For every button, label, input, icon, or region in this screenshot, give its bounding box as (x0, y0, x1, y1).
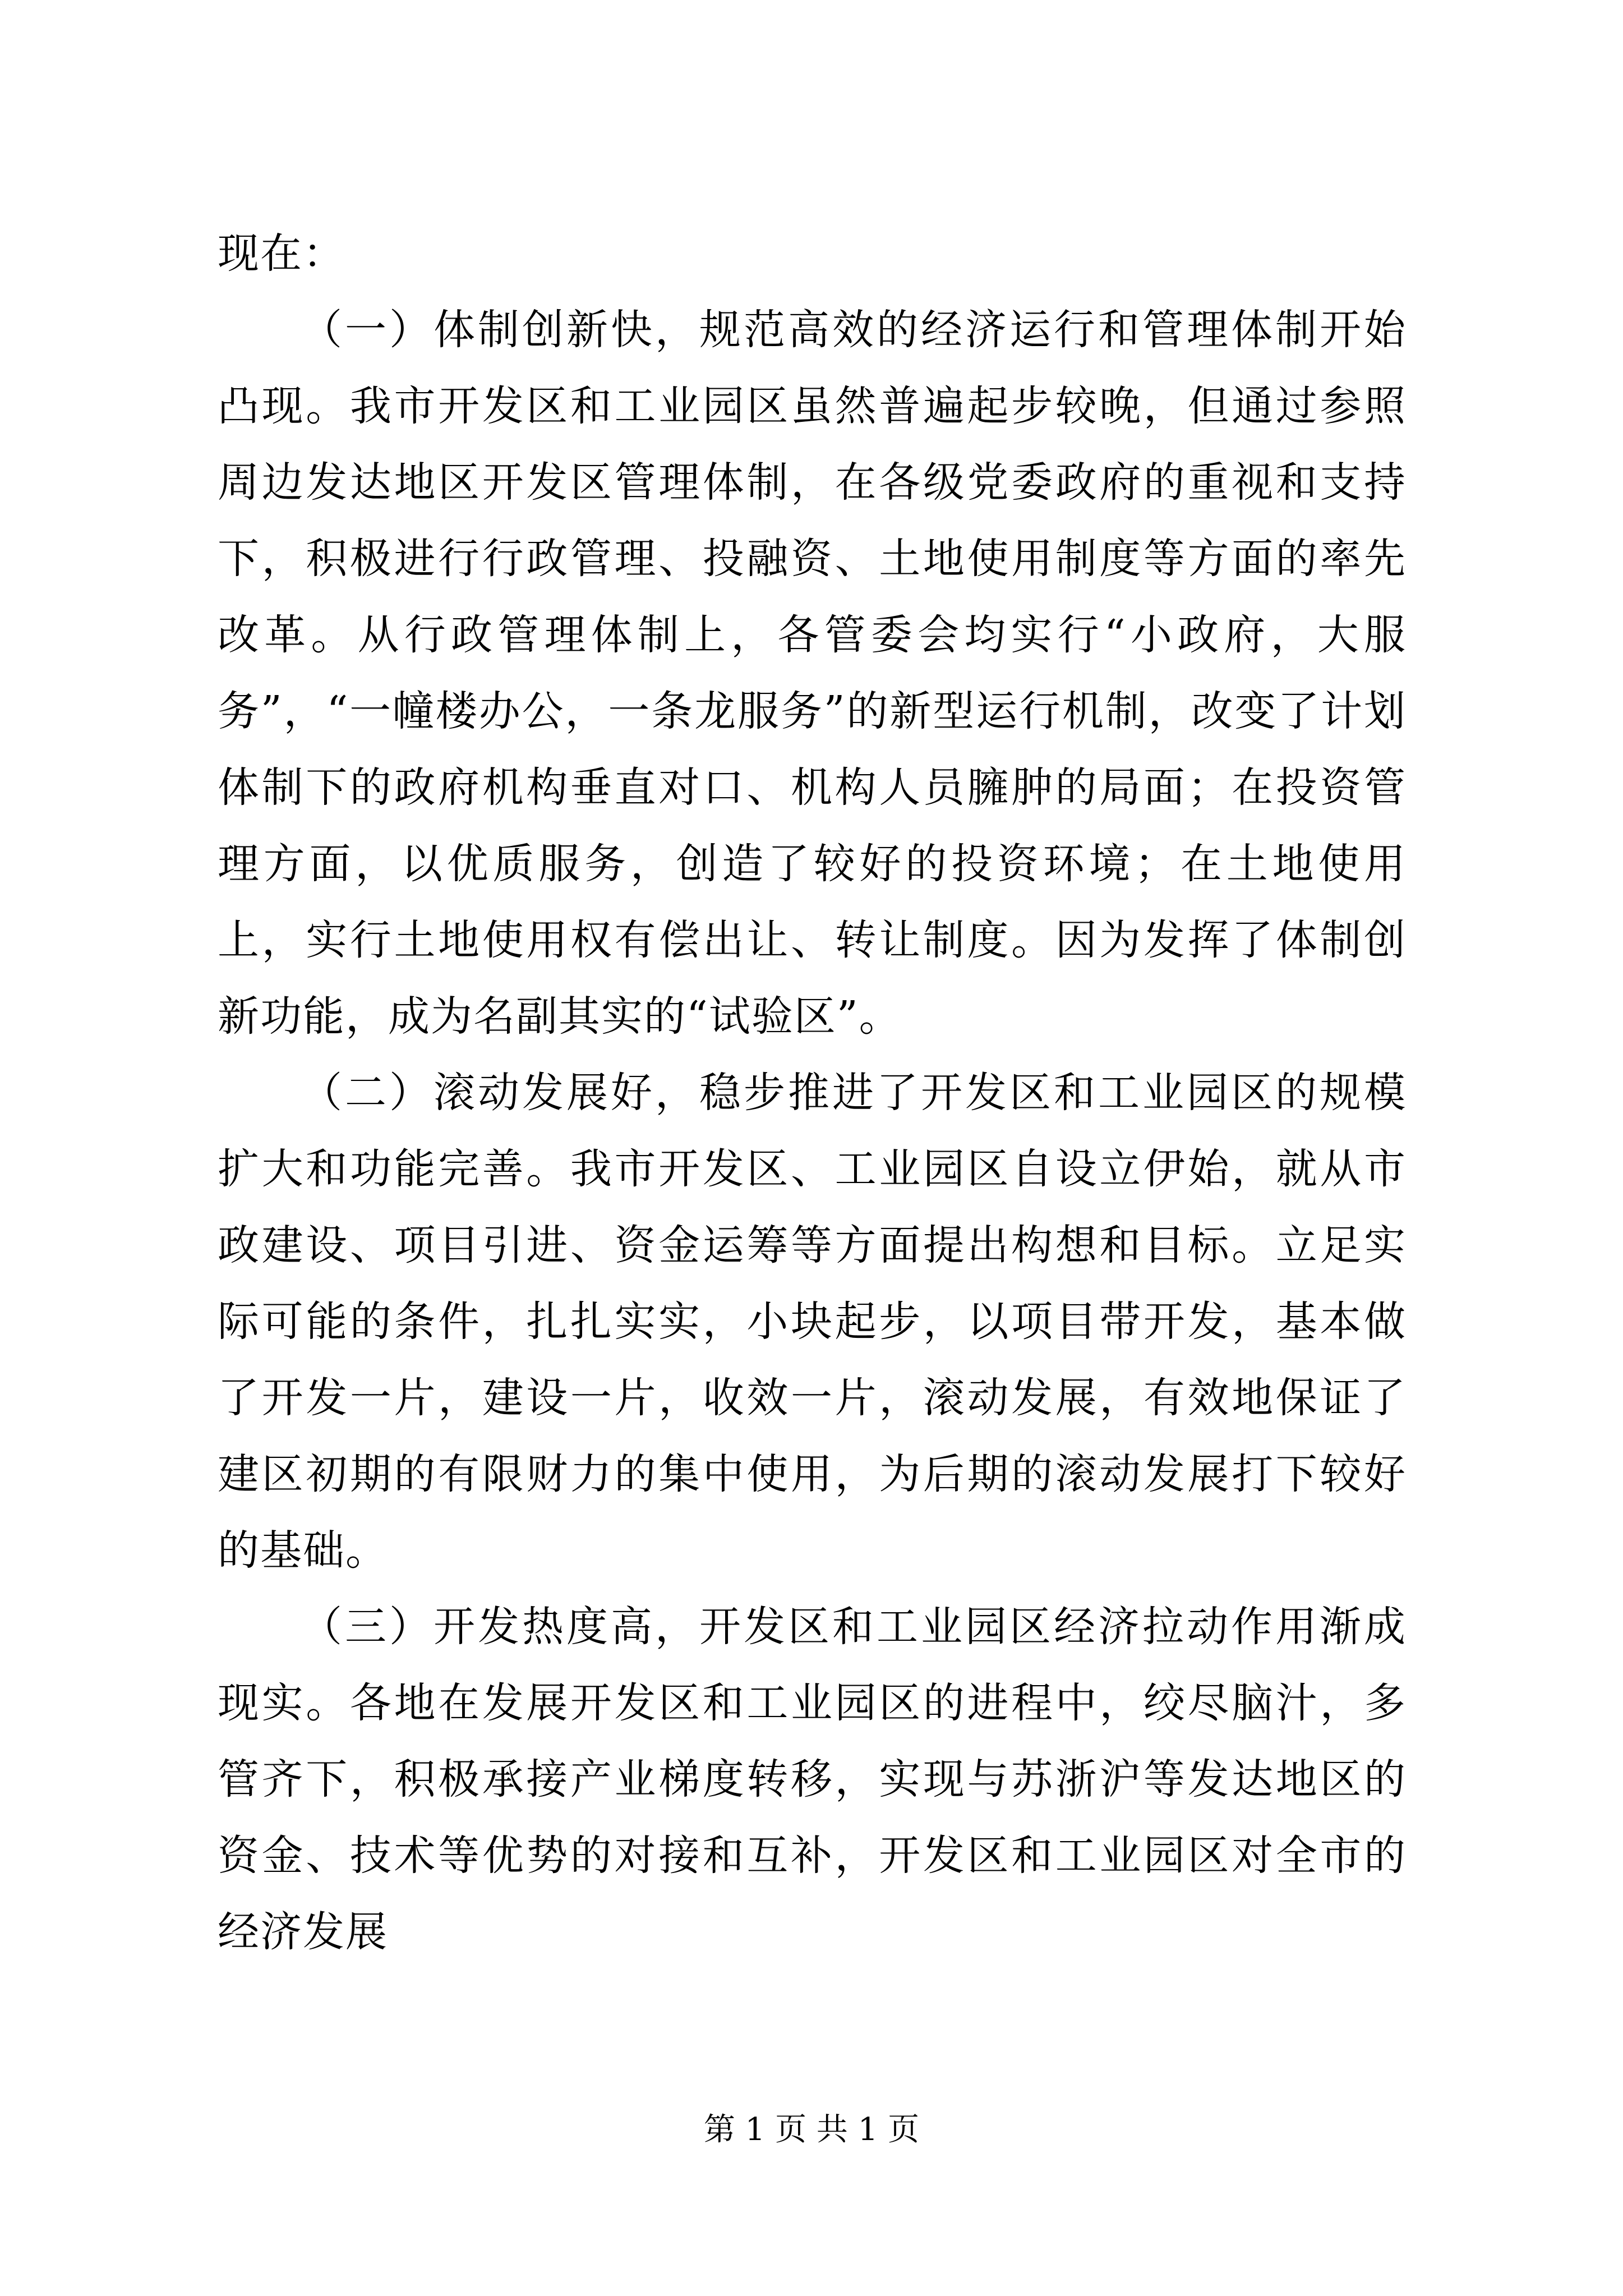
paragraph-intro: 现在： (218, 229, 345, 278)
page-number-label: 第 1 页 共 1 页 (703, 2111, 920, 2148)
page-footer (0, 2108, 1623, 2152)
body-text (218, 215, 1407, 1970)
paragraph-one: （一）体制创新快，规范高效的经济运行和管理体制开始凸现。我市开发区和工业园区虽然普遍起步较晚，但通过参照周边发达地区开发区管理体制，在各级党委政府的重视和支持下，积极进行行政管理、投融资、土地使用制度等方面的率先改革。从行政管理体制上，各管委会均实行“小政府，大服务”，“一幢楼办公，一条龙服务”的新型运行机制，改变了计划体制下的政府机构垂直对口、机构人员臃肿的局面；在投资管理方面，以优质服务，创造了较好的投资环境；在土地使用上，实行土地使用权有偿出让、转让制度。因为发挥了体制创新功能，成为名副其实的“试验区”。 (218, 306, 1407, 1041)
paragraph-two: （二）滚动发展好，稳步推进了开发区和工业园区的规模扩大和功能完善。我市开发区、工业园区自设立伊始，就从市政建设、项目引进、资金运筹等方面提出构想和目标。立足实际可能的条件，扎扎实实，小块起步，以项目带开发，基本做了开发一片，建设一片，收效一片，滚动发展，有效地保证了建区初期的有限财力的集中使用，为后期的滚动发展打下较好的基础。 (218, 1069, 1407, 1575)
paragraph-three: （三）开发热度高，开发区和工业园区经济拉动作用渐成现实。各地在发展开发区和工业园区的进程中，绞尽脑汁，多管齐下，积极承接产业梯度转移，实现与苏浙沪等发达地区的资金、技术等优势的对接和互补，开发区和工业园区对全市的经济发展 (218, 1603, 1407, 1956)
